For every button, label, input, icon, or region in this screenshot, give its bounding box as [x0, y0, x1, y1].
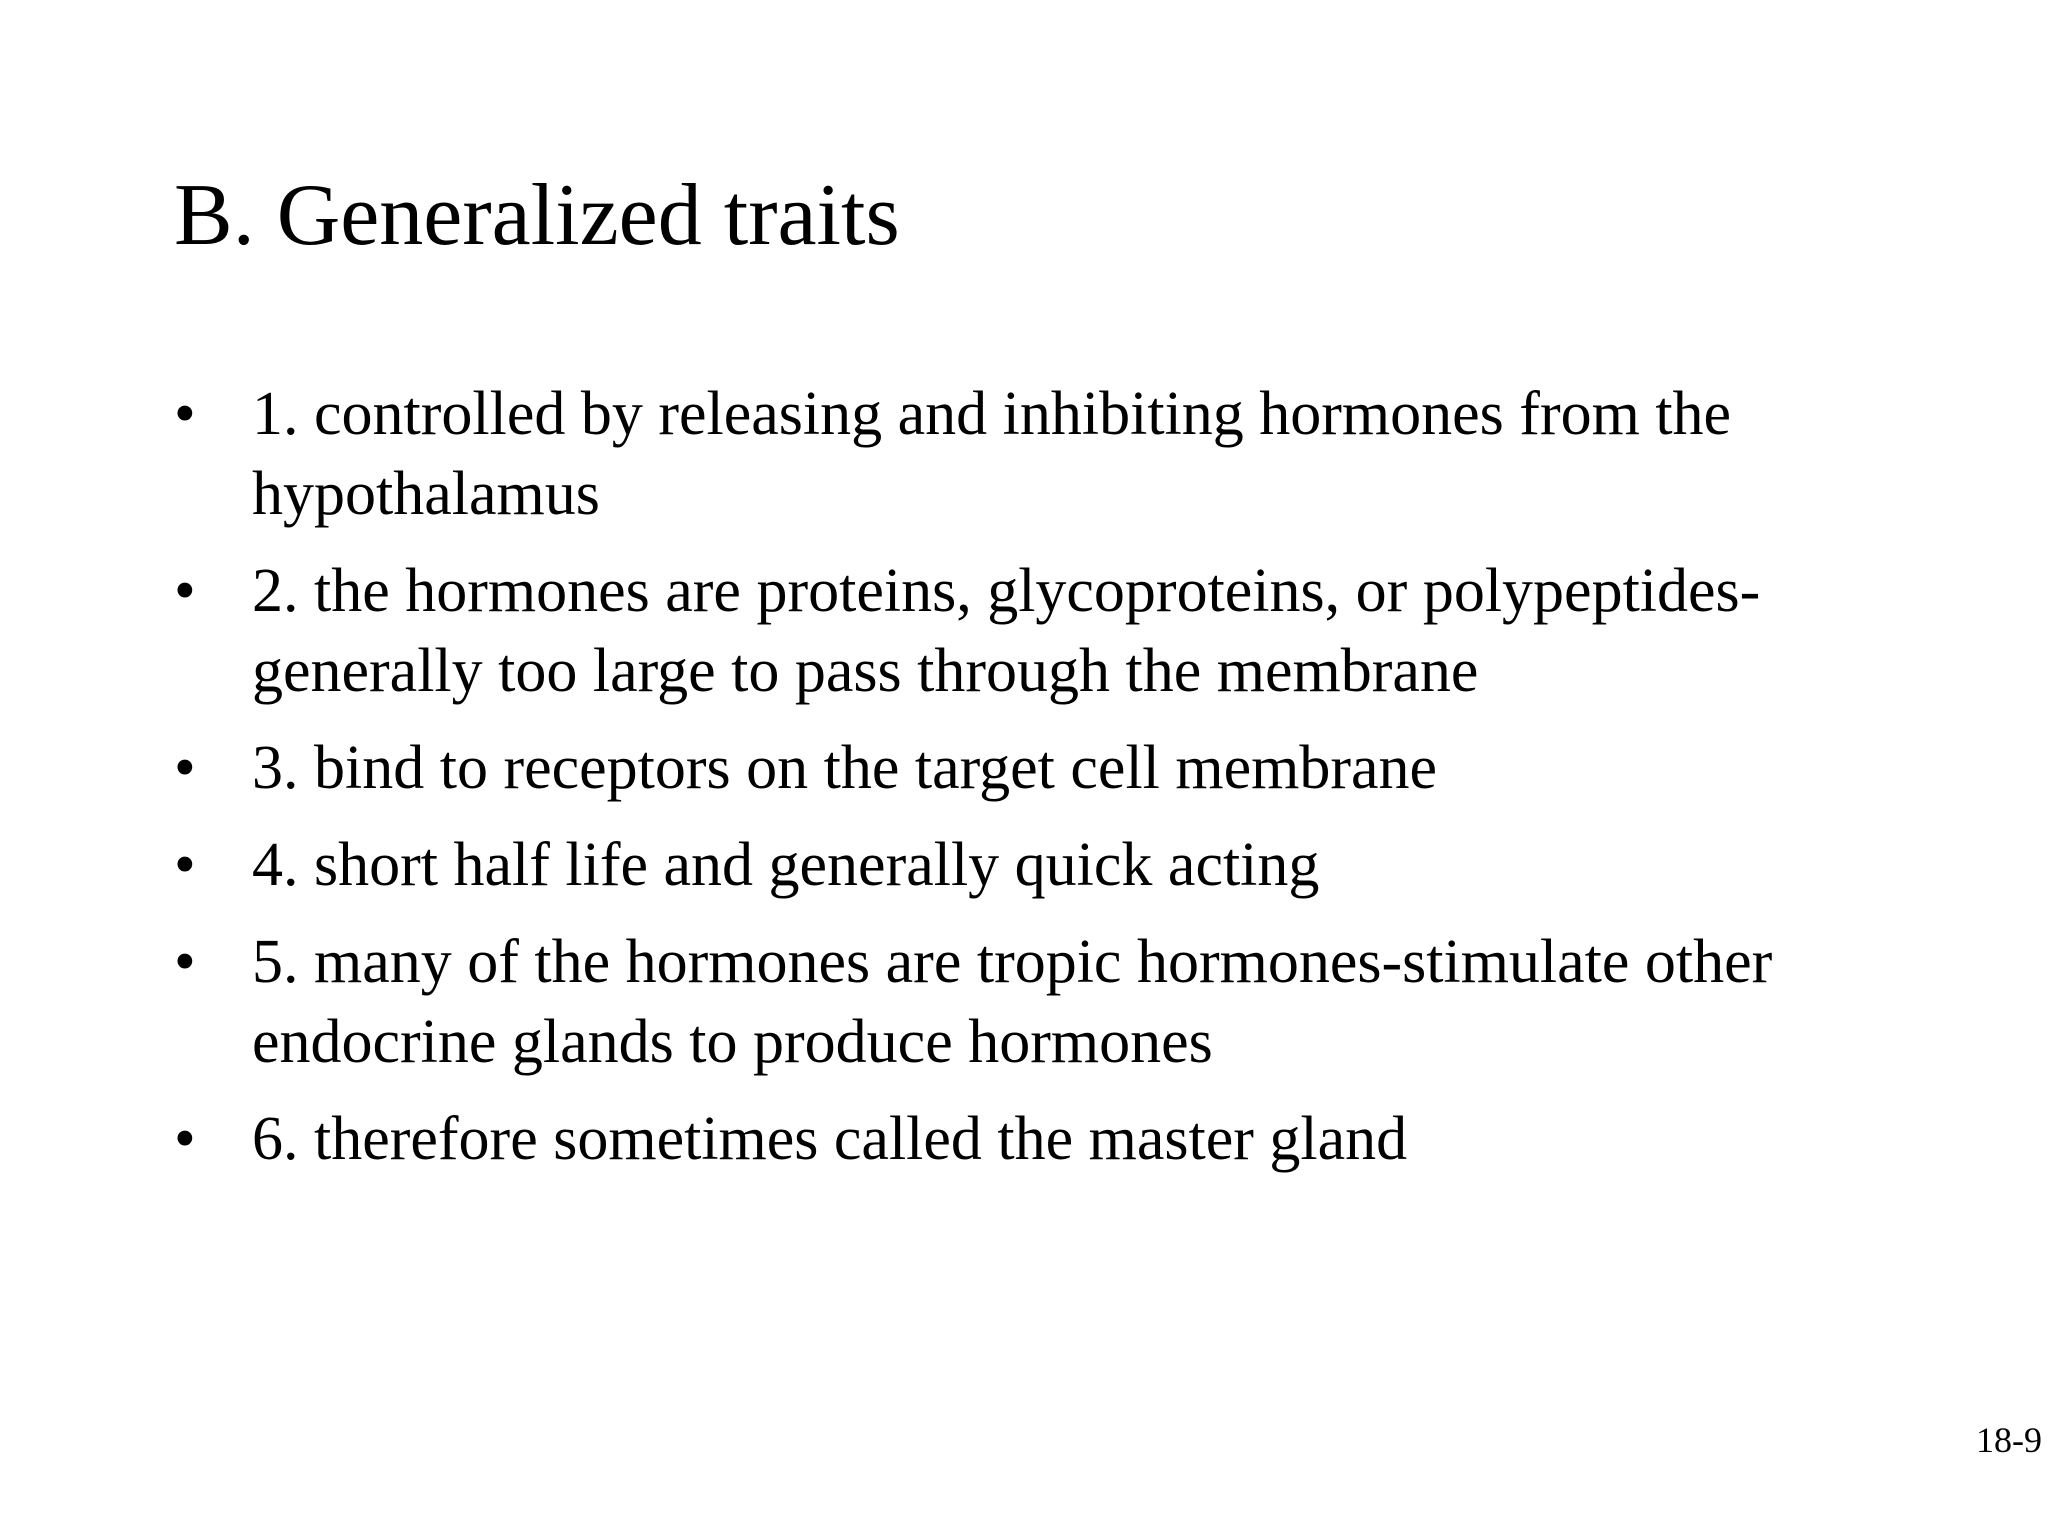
bullet-item [174, 825, 1874, 905]
bullet-mark: • [174, 734, 196, 802]
bullet-text: 2. the hormones are proteins, glycoproteins, or polypeptides-generally too large to pass through the membrane [252, 557, 1761, 705]
bullet-text: 5. many of the hormones are tropic hormones-stimulate other endocrine glands to produce hormones [252, 928, 1773, 1076]
bullet-text: 3. bind to receptors on the target cell membrane [252, 734, 1438, 802]
page-number: 18-9 [1976, 1420, 2042, 1460]
bullet-mark: • [174, 831, 196, 899]
bullet-mark: • [174, 557, 196, 625]
bullet-item [174, 1099, 1874, 1179]
bullet-text: 6. therefore sometimes called the master gland [252, 1105, 1408, 1173]
slide-title: B. Generalized traits [174, 167, 900, 264]
bullet-list [174, 374, 1874, 1196]
bullet-item [174, 374, 1874, 534]
bullet-mark: • [174, 1105, 196, 1173]
bullet-mark: • [174, 380, 196, 448]
bullet-text: 4. short half life and generally quick acting [252, 831, 1320, 899]
bullet-item [174, 728, 1874, 808]
bullet-item [174, 551, 1874, 711]
bullet-item [174, 922, 1874, 1082]
bullet-text: 1. controlled by releasing and inhibiting hormones from the hypothalamus [252, 380, 1732, 528]
bullet-mark: • [174, 928, 196, 996]
